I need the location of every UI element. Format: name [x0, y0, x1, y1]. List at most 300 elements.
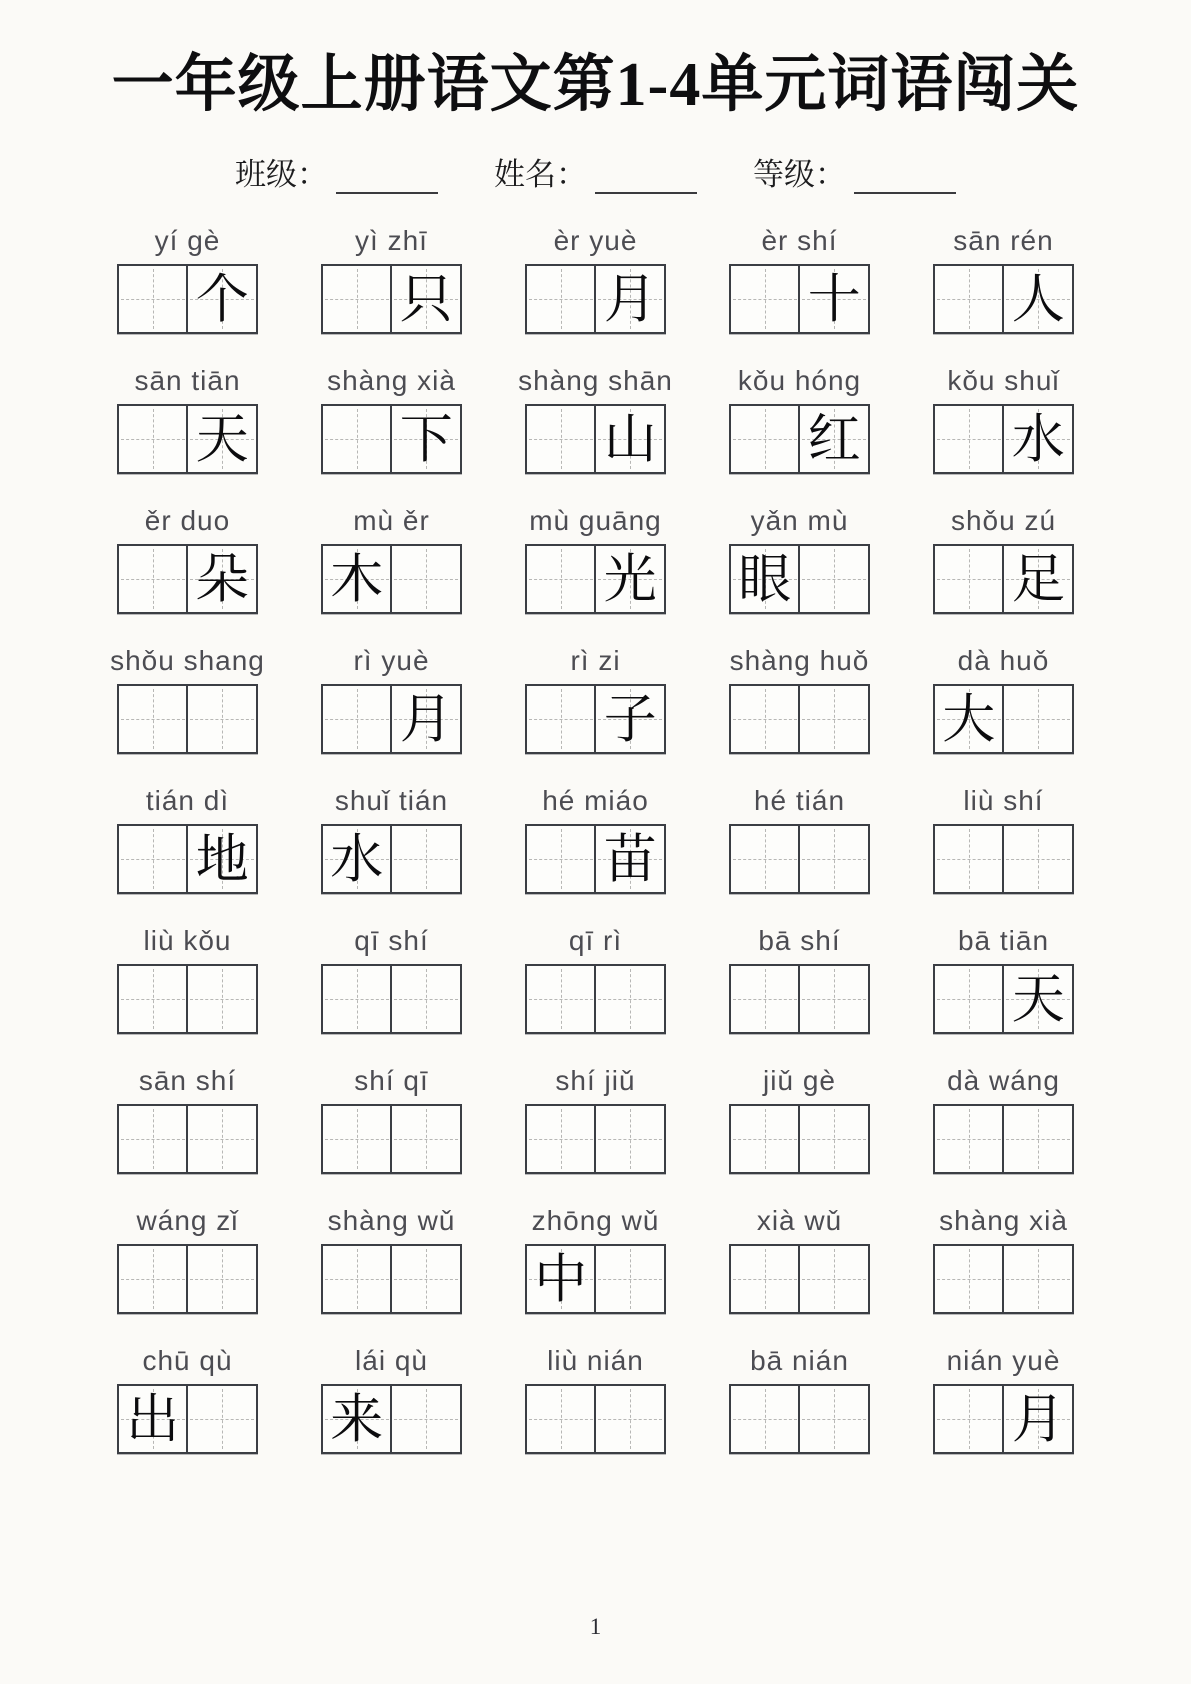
character-right: 足 [1011, 548, 1065, 610]
word-item [494, 220, 698, 360]
grid-box-right [594, 1104, 666, 1174]
grid-box-left [321, 404, 393, 474]
writing-grid [117, 1244, 259, 1314]
grid-box-right [1002, 544, 1074, 614]
word-item [698, 1340, 902, 1480]
grid-box-right [798, 1104, 870, 1174]
character-right: 山 [603, 408, 657, 470]
word-item [86, 500, 290, 640]
grid-box-right [186, 964, 258, 1034]
grid-box-left [321, 1104, 393, 1174]
grid-box-right [1002, 964, 1074, 1034]
character-right: 天 [1011, 968, 1065, 1030]
writing-grid [933, 1384, 1075, 1454]
pinyin-label: rì zi [570, 645, 621, 676]
grid-box-left [933, 964, 1005, 1034]
word-item [290, 640, 494, 780]
word-item [902, 640, 1106, 780]
grid-box-right [186, 404, 258, 474]
word-item [902, 1060, 1106, 1200]
word-item [902, 220, 1106, 360]
pinyin-label: rì yuè [353, 645, 430, 676]
pinyin-label: mù ěr [353, 505, 430, 536]
character-left [527, 966, 595, 1032]
word-item [698, 360, 902, 500]
word-item [290, 780, 494, 920]
name-field [494, 149, 697, 194]
grid-box-left [729, 264, 801, 334]
pinyin-label: bā nián [750, 1345, 849, 1376]
word-item [86, 1200, 290, 1340]
writing-grid [729, 1384, 871, 1454]
writing-grid [933, 1104, 1075, 1174]
pinyin-label: mù guāng [529, 505, 662, 536]
character-right [392, 826, 460, 892]
character-right: 个 [195, 268, 249, 330]
pinyin-label: shí qī [354, 1065, 429, 1096]
grid-box-right [390, 404, 462, 474]
pinyin-label: ěr duo [144, 505, 231, 536]
writing-grid [729, 1244, 871, 1314]
character-right: 地 [195, 828, 249, 890]
character-left: 眼 [738, 548, 792, 610]
grid-box-right [390, 1384, 462, 1454]
grid-box-right [390, 264, 462, 334]
pinyin-label: èr shí [761, 225, 838, 256]
word-item [290, 1200, 494, 1340]
character-left [119, 686, 187, 752]
class-field [235, 149, 438, 194]
character-right [188, 1106, 256, 1172]
grid-box-right [186, 824, 258, 894]
pinyin-label: bā shí [758, 925, 841, 956]
grid-box-right [390, 1104, 462, 1174]
pinyin-label: chū qù [142, 1345, 233, 1376]
grid-box-right [798, 824, 870, 894]
writing-grid [933, 1244, 1075, 1314]
character-right: 人 [1011, 268, 1065, 330]
page-title: 一年级上册语文第1-4单元词语闯关 [111, 51, 1080, 119]
character-right [188, 1246, 256, 1312]
word-item [86, 1060, 290, 1200]
word-item [902, 1340, 1106, 1480]
pinyin-label: wáng zǐ [136, 1205, 239, 1236]
character-left [731, 966, 799, 1032]
grid-box-left [321, 1244, 393, 1314]
character-right: 只 [399, 268, 453, 330]
grid-box-right [594, 824, 666, 894]
word-item [902, 780, 1106, 920]
writing-grid [933, 964, 1075, 1034]
character-left [731, 406, 799, 472]
class-label: 班级： [235, 157, 328, 192]
writing-grid [321, 1384, 463, 1454]
character-right: 月 [1011, 1388, 1065, 1450]
word-item [698, 1060, 902, 1200]
pinyin-label: shǒu shang [110, 645, 265, 676]
writing-grid [525, 544, 667, 614]
grid-box-left [933, 1384, 1005, 1454]
character-left [731, 826, 799, 892]
character-right: 子 [603, 688, 657, 750]
grid-box-left [525, 264, 597, 334]
word-item [290, 920, 494, 1060]
character-right [392, 546, 460, 612]
pinyin-label: shàng xià [327, 365, 456, 396]
grid-box-left [933, 684, 1005, 754]
grid-box-right [798, 684, 870, 754]
character-left [323, 686, 391, 752]
character-left [731, 1386, 799, 1452]
word-item [698, 1200, 902, 1340]
character-right [188, 966, 256, 1032]
writing-grid [933, 404, 1075, 474]
word-item [902, 920, 1106, 1060]
word-item [494, 1200, 698, 1340]
grid-box-left [117, 1244, 189, 1314]
pinyin-label: qī shí [354, 925, 429, 956]
character-right [1004, 1106, 1072, 1172]
character-left [119, 406, 187, 472]
character-left [935, 1106, 1003, 1172]
grid-box-right [390, 684, 462, 754]
word-item [494, 500, 698, 640]
pinyin-label: lái qù [355, 1345, 428, 1376]
word-item [494, 920, 698, 1060]
pinyin-label: yí gè [154, 225, 221, 256]
writing-grid [729, 964, 871, 1034]
pinyin-label: sān rén [953, 225, 1054, 256]
character-left [731, 1246, 799, 1312]
character-left: 水 [330, 828, 384, 890]
grid-box-right [798, 264, 870, 334]
grid-box-right [594, 1384, 666, 1454]
grid-box-right [594, 1244, 666, 1314]
grid-box-left [117, 964, 189, 1034]
grid-box-left [729, 964, 801, 1034]
character-right [392, 1386, 460, 1452]
character-left [935, 1246, 1003, 1312]
writing-grid [729, 684, 871, 754]
pinyin-label: xià wǔ [756, 1205, 843, 1236]
grid-box-right [390, 964, 462, 1034]
word-item [86, 780, 290, 920]
grid-box-left [525, 684, 597, 754]
character-right: 十 [807, 268, 861, 330]
writing-grid [525, 264, 667, 334]
grid-box-left [729, 544, 801, 614]
grid-box-right [798, 544, 870, 614]
character-right [392, 966, 460, 1032]
writing-grid [525, 1384, 667, 1454]
writing-grid [321, 824, 463, 894]
grid-box-left [933, 404, 1005, 474]
grid-box-left [525, 1384, 597, 1454]
character-right [596, 1246, 664, 1312]
pinyin-label: sān tiān [134, 365, 241, 396]
grid-box-right [798, 1384, 870, 1454]
grid-box-right [1002, 264, 1074, 334]
character-right: 朵 [195, 548, 249, 610]
character-left: 木 [330, 548, 384, 610]
pinyin-label: shàng huǒ [729, 645, 870, 676]
grid-box-right [1002, 1104, 1074, 1174]
word-item [902, 500, 1106, 640]
grid-box-left [525, 404, 597, 474]
grid-box-right [186, 1244, 258, 1314]
grid-box-right [1002, 684, 1074, 754]
character-left [935, 1386, 1003, 1452]
grid-box-left [321, 544, 393, 614]
character-right [596, 1106, 664, 1172]
character-right [1004, 1246, 1072, 1312]
writing-grid [933, 824, 1075, 894]
character-right [800, 1386, 868, 1452]
character-right [800, 826, 868, 892]
character-left [527, 546, 595, 612]
name-label: 姓名： [494, 157, 587, 192]
grid-box-left [321, 1384, 393, 1454]
character-right: 光 [603, 548, 657, 610]
word-item [698, 920, 902, 1060]
character-left [323, 1246, 391, 1312]
grade-blank-line [854, 162, 956, 194]
pinyin-label: shǒu zú [950, 505, 1057, 536]
writing-grid [321, 1104, 463, 1174]
word-item [290, 360, 494, 500]
grid-box-left [321, 264, 393, 334]
grid-box-right [798, 964, 870, 1034]
grid-box-left [117, 264, 189, 334]
grid-box-right [1002, 1244, 1074, 1314]
character-right [596, 1386, 664, 1452]
grid-box-right [390, 1244, 462, 1314]
character-left [935, 406, 1003, 472]
grid-box-right [798, 1244, 870, 1314]
grid-box-left [321, 684, 393, 754]
word-item [494, 1340, 698, 1480]
grid-box-right [186, 1384, 258, 1454]
grid-box-right [594, 684, 666, 754]
character-left [935, 966, 1003, 1032]
pinyin-label: shàng shān [518, 365, 673, 396]
writing-grid [933, 544, 1075, 614]
writing-grid [729, 404, 871, 474]
character-left: 中 [534, 1248, 588, 1310]
character-left [323, 1106, 391, 1172]
character-left [527, 826, 595, 892]
character-left [119, 1246, 187, 1312]
writing-grid [933, 264, 1075, 334]
pinyin-label: kǒu shuǐ [947, 365, 1060, 396]
pinyin-label: liù kǒu [143, 925, 232, 956]
grid-box-right [186, 684, 258, 754]
character-right: 红 [807, 408, 861, 470]
character-right [188, 686, 256, 752]
word-item [494, 780, 698, 920]
grid-box-left [729, 404, 801, 474]
word-item [290, 500, 494, 640]
word-item [494, 360, 698, 500]
grid-box-left [117, 824, 189, 894]
pinyin-label: shí jiǔ [555, 1065, 636, 1096]
character-left [119, 546, 187, 612]
grid-box-right [1002, 1384, 1074, 1454]
grid-box-left [729, 1104, 801, 1174]
writing-grid [525, 684, 667, 754]
word-item [290, 1060, 494, 1200]
character-right: 月 [399, 688, 453, 750]
word-item [86, 360, 290, 500]
grid-box-left [933, 824, 1005, 894]
grid-box-left [729, 1384, 801, 1454]
character-right: 下 [399, 408, 453, 470]
grid-box-left [117, 684, 189, 754]
pinyin-label: liù shí [963, 785, 1044, 816]
pinyin-label: kǒu hóng [737, 365, 862, 396]
pinyin-label: hé tián [753, 785, 846, 816]
character-left [527, 266, 595, 332]
character-left [527, 1386, 595, 1452]
character-right [1004, 686, 1072, 752]
character-left [323, 266, 391, 332]
character-right [392, 1246, 460, 1312]
writing-grid [525, 1244, 667, 1314]
character-right [800, 686, 868, 752]
pinyin-label: shàng wǔ [327, 1205, 456, 1236]
word-item [494, 640, 698, 780]
writing-grid [117, 684, 259, 754]
character-left [119, 826, 187, 892]
character-right: 水 [1011, 408, 1065, 470]
grid-box-left [933, 1244, 1005, 1314]
pinyin-label: èr yuè [553, 225, 638, 256]
grid-box-right [594, 404, 666, 474]
grid-box-left [933, 1104, 1005, 1174]
character-left [731, 266, 799, 332]
pinyin-label: jiǔ gè [763, 1065, 836, 1096]
grid-box-right [1002, 404, 1074, 474]
character-left: 出 [126, 1388, 180, 1450]
character-right [800, 1106, 868, 1172]
writing-grid [729, 264, 871, 334]
character-left [323, 406, 391, 472]
pinyin-label: hé miáo [542, 785, 649, 816]
word-item [86, 1340, 290, 1480]
name-blank-line [595, 162, 697, 194]
writing-grid [117, 824, 259, 894]
grid-box-right [798, 404, 870, 474]
character-right: 苗 [603, 828, 657, 890]
page-number: 1 [589, 1614, 602, 1639]
word-item [86, 920, 290, 1060]
pinyin-label: zhōng wǔ [531, 1205, 660, 1236]
grid-box-left [525, 1244, 597, 1314]
character-right: 月 [603, 268, 657, 330]
writing-grid [321, 404, 463, 474]
grade-field [753, 149, 956, 194]
character-right [596, 966, 664, 1032]
character-left [119, 1106, 187, 1172]
grid-box-left [525, 1104, 597, 1174]
grid-box-right [390, 544, 462, 614]
character-right [800, 1246, 868, 1312]
word-item [902, 1200, 1106, 1340]
character-right: 天 [195, 408, 249, 470]
grid-box-left [321, 964, 393, 1034]
grid-box-left [117, 1384, 189, 1454]
writing-grid [321, 544, 463, 614]
word-item [86, 640, 290, 780]
writing-grid [117, 404, 259, 474]
writing-grid [933, 684, 1075, 754]
pinyin-label: sān shí [138, 1065, 237, 1096]
word-item [86, 220, 290, 360]
pinyin-label: liù nián [547, 1345, 644, 1376]
writing-grid [117, 964, 259, 1034]
grid-box-left [117, 404, 189, 474]
writing-grid [117, 544, 259, 614]
word-item [290, 1340, 494, 1480]
grid-box-left [117, 544, 189, 614]
pinyin-label: nián yuè [946, 1345, 1061, 1376]
writing-grid [321, 1244, 463, 1314]
character-left [527, 406, 595, 472]
grid-box-right [186, 544, 258, 614]
character-right [800, 546, 868, 612]
character-left [119, 266, 187, 332]
character-left [527, 1106, 595, 1172]
writing-grid [117, 264, 259, 334]
character-left: 来 [330, 1388, 384, 1450]
word-item [698, 220, 902, 360]
grid-box-left [321, 824, 393, 894]
class-blank-line [336, 162, 438, 194]
pinyin-label: tián dì [145, 785, 230, 816]
character-left [731, 686, 799, 752]
writing-grid [117, 1104, 259, 1174]
pinyin-label: yǎn mù [750, 505, 849, 536]
pinyin-label: shuǐ tián [334, 785, 449, 816]
character-left: 大 [942, 688, 996, 750]
grid-box-left [525, 544, 597, 614]
writing-grid [117, 1384, 259, 1454]
student-info-row [0, 149, 1191, 194]
word-grid [78, 220, 1114, 1480]
writing-grid [321, 684, 463, 754]
grid-box-left [525, 964, 597, 1034]
grid-box-right [594, 964, 666, 1034]
writing-grid [321, 264, 463, 334]
grid-box-right [390, 824, 462, 894]
character-right [800, 966, 868, 1032]
grid-box-left [117, 1104, 189, 1174]
grid-box-left [525, 824, 597, 894]
word-item [698, 500, 902, 640]
pinyin-label: dà huǒ [957, 645, 1050, 676]
pinyin-label: bā tiān [957, 925, 1050, 956]
writing-grid [525, 404, 667, 474]
grid-box-right [594, 544, 666, 614]
grid-box-left [729, 1244, 801, 1314]
grid-box-left [933, 264, 1005, 334]
grid-box-right [1002, 824, 1074, 894]
grid-box-left [933, 544, 1005, 614]
character-right [188, 1386, 256, 1452]
writing-grid [729, 1104, 871, 1174]
pinyin-label: shàng xià [939, 1205, 1068, 1236]
pinyin-label: yì zhī [355, 225, 428, 256]
